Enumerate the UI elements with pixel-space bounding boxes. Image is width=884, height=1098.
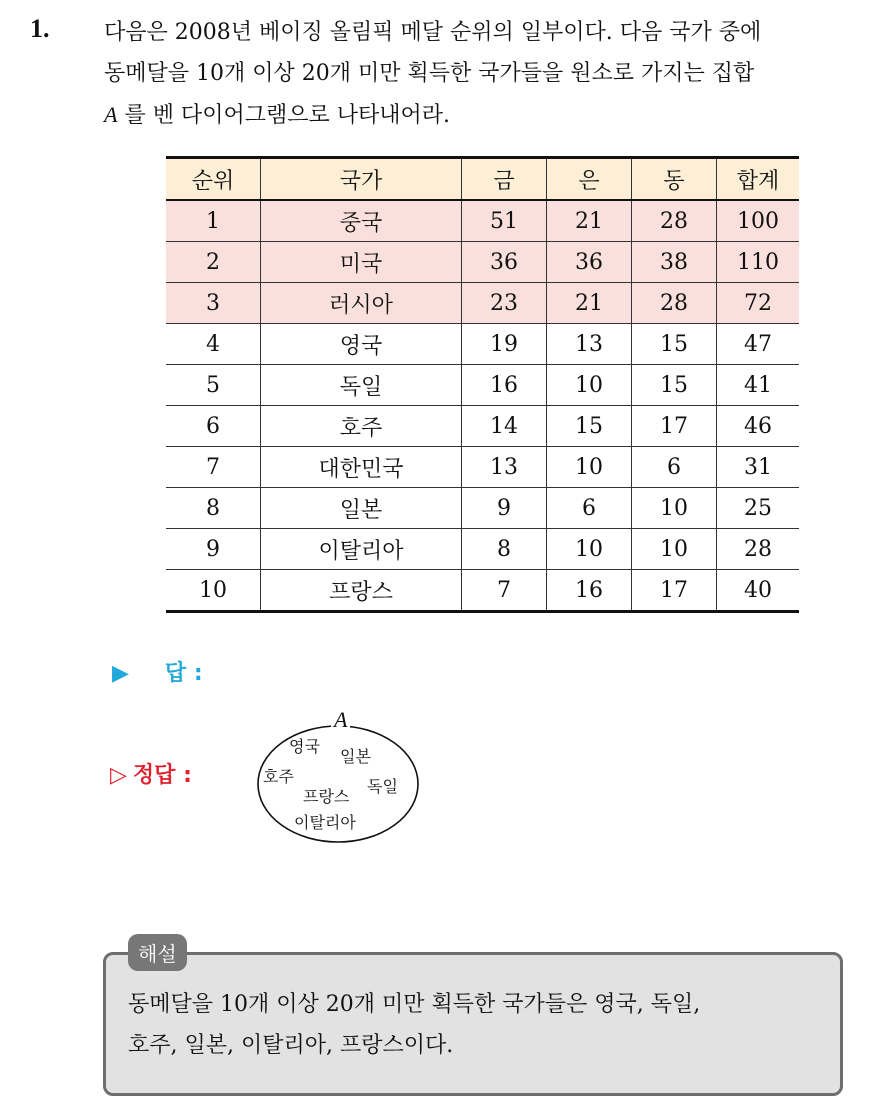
cell-country: 일본 (261, 488, 462, 529)
cell-gold: 51 (462, 200, 547, 242)
cell-rank: 5 (166, 365, 261, 406)
cell-country: 이탈리아 (261, 529, 462, 570)
cell-total: 110 (717, 242, 800, 283)
cell-rank: 9 (166, 529, 261, 570)
answer-label (112, 656, 203, 687)
cell-silver: 10 (547, 529, 632, 570)
table-row (166, 324, 799, 365)
cell-bronze: 17 (632, 406, 717, 447)
cell-country: 대한민국 (261, 447, 462, 488)
cell-gold: 13 (462, 447, 547, 488)
header-total: 합계 (717, 158, 800, 201)
cell-rank: 4 (166, 324, 261, 365)
cell-country: 영국 (261, 324, 462, 365)
venn-element: 일본 (340, 747, 371, 766)
cell-total: 40 (717, 570, 800, 612)
cell-rank: 8 (166, 488, 261, 529)
cell-silver: 21 (547, 283, 632, 324)
answer-label-text: 답 : (164, 661, 203, 686)
cell-total: 41 (717, 365, 800, 406)
venn-element: 이탈리아 (294, 813, 356, 832)
table-row (166, 488, 799, 529)
cell-bronze: 28 (632, 283, 717, 324)
question-line-3 (104, 94, 864, 136)
cell-bronze: 10 (632, 529, 717, 570)
cell-rank: 10 (166, 570, 261, 612)
cell-country: 미국 (261, 242, 462, 283)
table-row (166, 570, 799, 612)
cell-gold: 8 (462, 529, 547, 570)
cell-silver: 6 (547, 488, 632, 529)
venn-diagram (252, 708, 428, 846)
cell-total: 100 (717, 200, 800, 242)
correct-answer-label-text: 정답 : (132, 763, 192, 788)
explanation-line-2: 호주, 일본, 이탈리아, 프랑스이다. (128, 1033, 454, 1058)
cell-bronze: 6 (632, 447, 717, 488)
cell-gold: 23 (462, 283, 547, 324)
cell-silver: 10 (547, 447, 632, 488)
header-bronze: 동 (632, 158, 717, 201)
header-rank: 순위 (166, 158, 261, 201)
question-number: 1. (30, 14, 50, 43)
cell-total: 47 (717, 324, 800, 365)
venn-set-name: A (331, 709, 350, 731)
cell-bronze: 17 (632, 570, 717, 612)
cell-total: 46 (717, 406, 800, 447)
cell-gold: 9 (462, 488, 547, 529)
medal-table (166, 156, 799, 613)
set-variable: A (104, 102, 118, 127)
cell-country: 러시아 (261, 283, 462, 324)
question-line-2: 동메달을 10개 이상 20개 미만 획득한 국가들을 원소로 가지는 집합 (104, 61, 755, 86)
cell-gold: 16 (462, 365, 547, 406)
filled-triangle-right-icon: ▶ (112, 661, 129, 686)
cell-country: 호주 (261, 406, 462, 447)
venn-element: 호주 (263, 767, 294, 786)
table-row (166, 365, 799, 406)
cell-silver: 13 (547, 324, 632, 365)
cell-rank: 1 (166, 200, 261, 242)
cell-rank: 7 (166, 447, 261, 488)
table-row (166, 529, 799, 570)
outline-triangle-right-icon: ▷ (110, 763, 127, 788)
cell-gold: 36 (462, 242, 547, 283)
cell-rank: 3 (166, 283, 261, 324)
header-country: 국가 (261, 158, 462, 201)
table-row (166, 200, 799, 242)
cell-silver: 16 (547, 570, 632, 612)
cell-country: 중국 (261, 200, 462, 242)
header-silver: 은 (547, 158, 632, 201)
cell-silver: 10 (547, 365, 632, 406)
cell-rank: 2 (166, 242, 261, 283)
header-gold: 금 (462, 158, 547, 201)
cell-silver: 21 (547, 200, 632, 242)
cell-silver: 36 (547, 242, 632, 283)
explanation-tab: 해설 (128, 934, 187, 971)
cell-total: 25 (717, 488, 800, 529)
cell-bronze: 15 (632, 365, 717, 406)
cell-gold: 14 (462, 406, 547, 447)
cell-bronze: 38 (632, 242, 717, 283)
table-row (166, 406, 799, 447)
table-header-row (166, 158, 799, 201)
table-row (166, 447, 799, 488)
cell-bronze: 15 (632, 324, 717, 365)
correct-answer-label (110, 758, 192, 789)
cell-total: 28 (717, 529, 800, 570)
cell-country: 독일 (261, 365, 462, 406)
cell-total: 72 (717, 283, 800, 324)
explanation-text (128, 984, 838, 1066)
cell-bronze: 10 (632, 488, 717, 529)
table-row (166, 242, 799, 283)
venn-element: 프랑스 (303, 787, 350, 806)
question-line-3-rest: 를 벤 다이어그램으로 나타내어라. (117, 103, 450, 128)
cell-total: 31 (717, 447, 800, 488)
cell-rank: 6 (166, 406, 261, 447)
cell-bronze: 28 (632, 200, 717, 242)
explanation-line-1: 동메달을 10개 이상 20개 미만 획득한 국가들은 영국, 독일, (128, 992, 701, 1017)
question-line-1: 다음은 2008년 베이징 올림픽 메달 순위의 일부이다. 다음 국가 중에 (104, 20, 762, 45)
venn-element: 영국 (289, 737, 320, 756)
question-text (104, 12, 864, 136)
cell-silver: 15 (547, 406, 632, 447)
venn-element: 독일 (367, 777, 398, 796)
cell-gold: 7 (462, 570, 547, 612)
table-row (166, 283, 799, 324)
cell-country: 프랑스 (261, 570, 462, 612)
cell-gold: 19 (462, 324, 547, 365)
